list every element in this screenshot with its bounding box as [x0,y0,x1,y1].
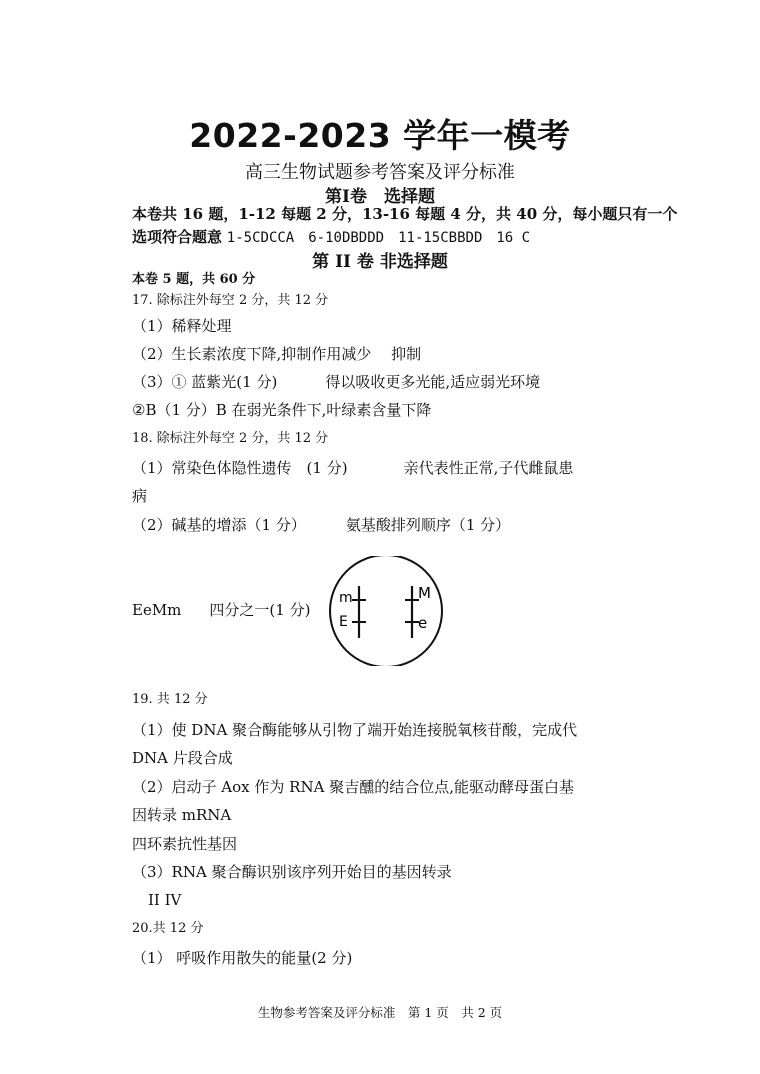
q19-answer-1-line2: DNA 片段合成 [132,749,233,767]
q17-header: 17. 除标注外每空 2 分，共 12 分 [132,293,329,308]
q19-header: 19. 共 12 分 [132,692,208,707]
q20-answer-1: （1） 呼吸作用散失的能量(2 分) [132,949,353,967]
q19-answer-2-line2: 因转录 mRNA [132,806,232,824]
q17-answer-3-left: （3）① 蓝紫光(1 分) [132,373,278,391]
part1-heading: 第Ⅰ卷 选择题 [325,187,435,207]
document-subtitle: 高三生物试题参考答案及评分标准 [245,162,515,183]
q19-answer-5: II IV [148,891,182,909]
q18-header: 18. 除标注外每空 2 分，共 12 分 [132,431,329,446]
q17-answer-2: （2）生长素浓度下降,抑制作用减少 抑制 [132,345,422,363]
q18-answer-1-right: 亲代表性正常,子代雌鼠患 [403,459,574,477]
allele-left-bottom: E [339,614,348,630]
q17-answer-3-right: 得以吸收更多光能,适应弱光环境 [325,373,541,391]
page-footer: 生物参考答案及评分标准 第 1 页 共 2 页 [257,1005,503,1020]
document-title: 2022-2023 学年一模考 [189,116,571,155]
cell-outline [330,556,442,666]
q18-answer-1 [132,458,573,478]
q19-answer-2-line1: （2）启动子 Aox 作为 RNA 聚吉醺的结合位点,能驱动酵母蛋白基 [132,778,574,796]
part1-intro-line2 [132,227,530,248]
allele-left-top: m [339,590,353,606]
q17-answer-1: （1）稀释处理 [132,317,232,335]
q18-probability: 四分之一(1 分) [209,601,311,619]
part2-intro: 本卷 5 题，共 60 分 [132,272,256,287]
q17-answer-3 [132,372,540,392]
part2-heading: 第 II 卷 非选择题 [312,252,448,272]
q18-answer-2 [132,515,510,535]
part1-intro-bold: 选项符合题意 [132,228,223,246]
q18-answer-3 [132,600,310,620]
allele-right-top: M [418,584,431,602]
allele-right-bottom: e [418,614,428,632]
q18-answer-2-right: 氨基酸排列顺序（1 分） [345,516,511,534]
q19-answer-4: （3）RNA 聚合酶识别该序列开始目的基因转录 [132,863,452,881]
q18-answer-2-left: （2）碱基的增添（1 分） [132,516,306,534]
part1-intro-line1: 本卷共 16 题，1-12 每题 2 分，13-16 每题 4 分，共 40 分，每小题只有一个 [132,205,678,223]
part1-answers: 1-5CDCCA 6-10DBDDD 11-15CBBDD 16 C [226,230,531,246]
q20-header: 20.共 12 分 [132,921,204,936]
q19-answer-3: 四环素抗性基因 [132,835,238,853]
chromosome-diagram [326,556,448,666]
q18-genotype: EeMm [132,601,182,619]
q19-answer-1-line1: （1）使 DNA 聚合酶能够从引物了端开始连接脱氧核苷酸，完成代 [132,721,578,739]
q17-answer-4: ②B（1 分）B 在弱光条件下,叶绿素含量下降 [132,401,432,419]
q18-answer-1-left: （1）常染色体隐性遗传 (1 分) [132,459,348,477]
q18-answer-1-cont: 病 [132,487,148,505]
